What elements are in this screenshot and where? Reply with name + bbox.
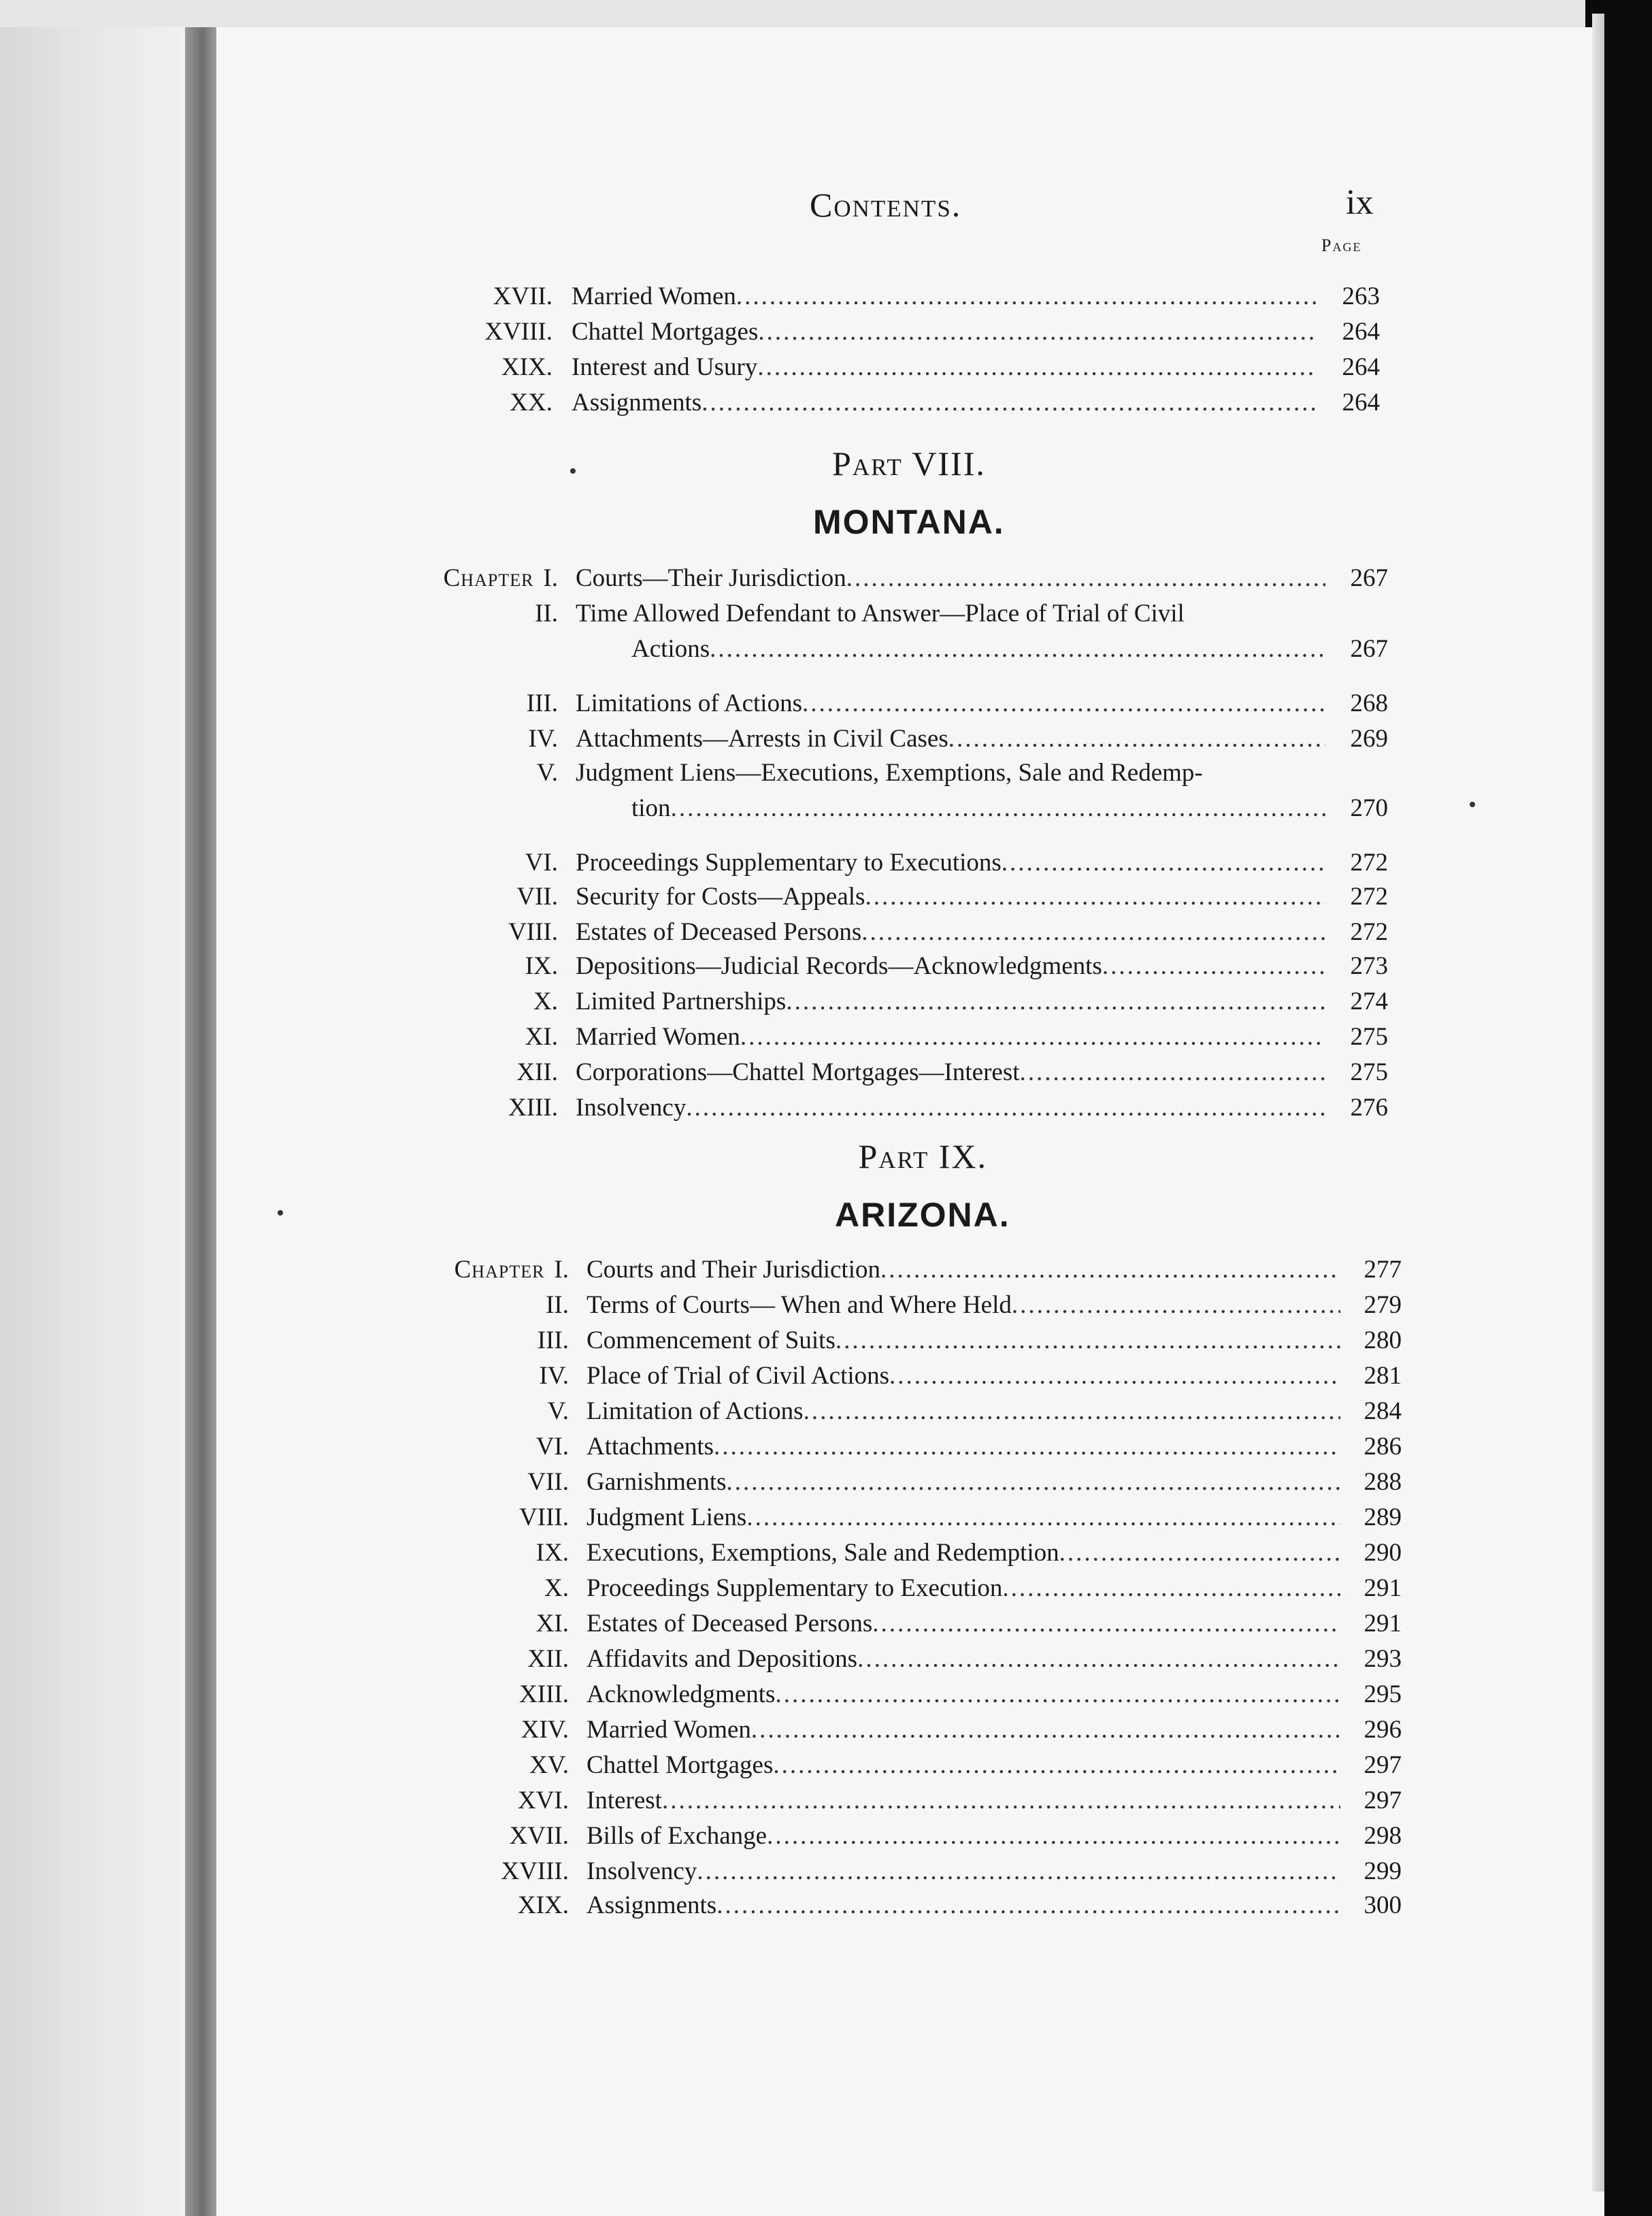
- page-number: 268: [1350, 689, 1388, 717]
- dot-leader: [671, 791, 1325, 826]
- dot-leader: [786, 984, 1325, 1020]
- chapter-title-continuation: [631, 632, 1325, 667]
- toc-entry: [0, 1677, 1652, 1712]
- chapter-number: [516, 879, 558, 915]
- chapter-number: [521, 1712, 569, 1748]
- page-number: 264: [1342, 318, 1380, 346]
- chapter-number: [484, 314, 552, 350]
- toc-entry: [0, 1020, 1652, 1055]
- chapter-numeral: XVII.: [509, 1822, 569, 1850]
- chapter-title-continuation: [631, 791, 1325, 826]
- scan-top-margin: [0, 0, 1585, 27]
- chapter-numeral: VIII.: [519, 1503, 569, 1531]
- toc-entry: [0, 1252, 1652, 1288]
- toc-entry: [0, 915, 1652, 950]
- dot-leader: [865, 879, 1325, 915]
- dot-leader: [889, 1358, 1340, 1394]
- dot-leader: [697, 1854, 1340, 1889]
- chapter-title: [576, 949, 1325, 984]
- page-number: 279: [1364, 1291, 1402, 1319]
- chapter-numeral: XVI.: [517, 1787, 569, 1814]
- page-number: 272: [1350, 883, 1388, 911]
- chapter-number: [508, 915, 558, 950]
- chapter-title-text: Limited Partnerships: [576, 988, 787, 1015]
- chapter-title-text: Terms of Courts— When and Where Held: [587, 1291, 1012, 1319]
- part-heading: Part VIII.: [832, 444, 986, 483]
- chapter-title-text: Executions, Exemptions, Sale and Redemption: [587, 1539, 1059, 1567]
- toc-entry: [0, 879, 1652, 915]
- toc-entry: [0, 1535, 1652, 1571]
- chapter-title: [576, 561, 1325, 596]
- chapter-title-text: Assignments: [572, 389, 702, 417]
- chapter-title-text: Insolvency: [576, 1094, 687, 1122]
- chapter-title-text: Proceedings Supplementary to Executions: [576, 849, 1002, 877]
- chapter-title: [587, 1252, 1340, 1288]
- page-number: 296: [1364, 1716, 1402, 1744]
- chapter-number: [455, 1252, 569, 1288]
- chapter-title-text: Time Allowed Defendant to Answer—Place of Trial of Civil: [576, 600, 1185, 628]
- chapter-number: [533, 984, 558, 1020]
- chapter-title: [587, 1642, 1340, 1677]
- chapter-numeral: I.: [543, 564, 558, 592]
- toc-entry: [0, 1571, 1652, 1606]
- part-heading: Part IX.: [858, 1137, 987, 1175]
- dot-leader: [836, 1323, 1340, 1358]
- toc-entry-continuation: [0, 632, 1652, 667]
- chapter-title-text: Limitation of Actions: [587, 1397, 804, 1425]
- chapter-title-text: Married Women: [587, 1716, 751, 1744]
- chapter-title: [587, 1571, 1340, 1606]
- chapter-numeral: XIII.: [508, 1094, 558, 1122]
- toc-entry: [0, 350, 1652, 385]
- chapter-number: [508, 1090, 558, 1126]
- chapter-numeral: XIX.: [501, 353, 552, 381]
- state-heading: ARIZONA.: [835, 1196, 1010, 1234]
- chapter-numeral: X.: [533, 988, 558, 1015]
- chapter-title: [576, 596, 1325, 632]
- toc-entry: [0, 1055, 1652, 1090]
- chapter-numeral: XX.: [510, 389, 552, 417]
- dot-leader: [804, 1394, 1340, 1429]
- toc-entry: [0, 1888, 1652, 1923]
- chapter-number: [525, 1020, 558, 1055]
- chapter-title-text: Attachments—Arrests in Civil Cases: [576, 725, 948, 753]
- chapter-number: [519, 1500, 569, 1535]
- page-number: 275: [1350, 1058, 1388, 1086]
- chapter-title-text: Interest: [587, 1787, 662, 1814]
- dot-leader: [727, 1465, 1340, 1500]
- chapter-title-text: Courts and Their Jurisdiction: [587, 1256, 880, 1284]
- chapter-numeral: VIII.: [508, 918, 558, 946]
- dot-leader: [872, 1606, 1340, 1642]
- dot-leader: [662, 1783, 1340, 1819]
- toc-entry: [0, 1500, 1652, 1535]
- toc-entry: [0, 949, 1652, 984]
- chapter-title-text: Interest and Usury: [572, 353, 758, 381]
- chapter-title: [587, 1606, 1340, 1642]
- chapter-title: [587, 1888, 1340, 1923]
- dot-leader: [701, 385, 1317, 421]
- chapter-number: [538, 1323, 569, 1358]
- dot-leader: [716, 1888, 1340, 1923]
- chapter-title: [587, 1429, 1340, 1465]
- chapter-title: [576, 755, 1325, 791]
- chapter-title-text: Place of Trial of Civil Actions: [587, 1362, 890, 1390]
- toc-entry: [0, 984, 1652, 1020]
- chapter-title-text: Acknowledgments: [587, 1680, 776, 1708]
- chapter-numeral: XVIII.: [501, 1857, 569, 1885]
- toc-entry: [0, 1606, 1652, 1642]
- chapter-number: [501, 350, 552, 385]
- chapter-number: [510, 1819, 569, 1854]
- chapter-title: [576, 1090, 1325, 1126]
- dot-leader: [1002, 845, 1325, 881]
- toc-entry: [0, 1323, 1652, 1358]
- running-header-page-number: ix: [1346, 183, 1374, 222]
- chapter-title-text: Affidavits and Depositions: [587, 1645, 858, 1673]
- toc-entry: [0, 1819, 1652, 1854]
- chapter-title-continuation-text: Actions: [631, 635, 710, 663]
- chapter-title: [587, 1783, 1340, 1819]
- chapter-number: [525, 949, 558, 984]
- page-number: 263: [1342, 282, 1380, 310]
- speck: [570, 468, 576, 474]
- chapter-number: [528, 721, 558, 757]
- chapter-title: [587, 1288, 1340, 1323]
- page-number: 281: [1364, 1362, 1402, 1390]
- dot-leader: [767, 1819, 1340, 1854]
- chapter-title-text: Corporations—Chattel Mortgages—Interest: [576, 1058, 1020, 1086]
- toc-entry: [0, 721, 1652, 757]
- page-number: 267: [1350, 564, 1388, 592]
- chapter-number: [493, 279, 552, 314]
- dot-leader: [1012, 1288, 1340, 1323]
- page-number: 280: [1364, 1326, 1402, 1354]
- page-number: 276: [1350, 1094, 1388, 1122]
- chapter-number: [527, 1465, 569, 1500]
- page-number: 300: [1364, 1891, 1402, 1919]
- page-number: 284: [1364, 1397, 1402, 1425]
- dot-leader: [880, 1252, 1340, 1288]
- chapter-number: [527, 686, 558, 721]
- chapter-title: [587, 1465, 1340, 1500]
- chapter-numeral: VI.: [535, 1433, 569, 1461]
- page-number: 269: [1350, 725, 1388, 753]
- chapter-numeral: II.: [546, 1291, 569, 1319]
- toc-entry: [0, 686, 1652, 721]
- chapter-number: [518, 1783, 569, 1819]
- toc-entry: [0, 561, 1652, 596]
- chapter-number: [546, 1288, 569, 1323]
- chapter-numeral: XVIII.: [484, 318, 552, 346]
- chapter-number: [537, 755, 558, 791]
- chapter-title: [576, 879, 1325, 915]
- chapter-title-text: Bills of Exchange: [587, 1822, 767, 1850]
- chapter-title-text: Limitations of Actions: [576, 689, 802, 717]
- chapter-numeral: XI.: [525, 1023, 558, 1051]
- page-number: 298: [1364, 1822, 1402, 1850]
- chapter-numeral: V.: [536, 759, 558, 787]
- chapter-label: Chapter: [443, 564, 534, 592]
- chapter-title: [587, 1358, 1340, 1394]
- dot-leader: [1020, 1055, 1325, 1090]
- chapter-numeral: XI.: [535, 1610, 569, 1637]
- chapter-title-text: Depositions—Judicial Records—Acknowledgments: [576, 952, 1102, 980]
- toc-entry: [0, 596, 1652, 632]
- chapter-numeral: VI.: [525, 849, 558, 877]
- chapter-title-text: Married Women: [572, 282, 736, 310]
- page-number: 291: [1364, 1574, 1402, 1602]
- dot-leader: [710, 632, 1325, 667]
- chapter-title: [572, 279, 1317, 314]
- chapter-numeral: XIX.: [517, 1891, 569, 1919]
- toc-entry: [0, 755, 1652, 791]
- chapter-number: [519, 1677, 569, 1712]
- chapter-title: [576, 845, 1325, 881]
- dot-leader: [757, 350, 1317, 385]
- page-number: 264: [1342, 353, 1380, 381]
- page-number: 286: [1364, 1433, 1402, 1461]
- chapter-numeral: XIII.: [519, 1680, 569, 1708]
- chapter-numeral: IV.: [539, 1362, 569, 1390]
- chapter-title: [587, 1748, 1340, 1783]
- page-number: 272: [1350, 849, 1388, 877]
- toc-entry: [0, 1429, 1652, 1465]
- chapter-number: [527, 1642, 569, 1677]
- chapter-title-text: Security for Costs—Appeals: [576, 883, 865, 911]
- chapter-title-text: Attachments: [587, 1433, 714, 1461]
- chapter-numeral: III.: [537, 1326, 569, 1354]
- dot-leader: [802, 686, 1325, 721]
- chapter-title: [587, 1677, 1340, 1712]
- page-number: 297: [1364, 1751, 1402, 1779]
- chapter-title-continuation-text: tion: [631, 794, 671, 822]
- chapter-title-text: Chattel Mortgages: [572, 318, 759, 346]
- chapter-title-text: Garnishments: [587, 1468, 727, 1496]
- dot-leader: [736, 279, 1317, 314]
- chapter-title-text: Married Women: [576, 1023, 740, 1051]
- chapter-title-text: Estates of Deceased Persons: [576, 918, 862, 946]
- chapter-title: [572, 350, 1317, 385]
- chapter-label: Chapter: [454, 1256, 545, 1284]
- chapter-title: [587, 1535, 1340, 1571]
- chapter-title-text: Insolvency: [587, 1857, 697, 1885]
- dot-leader: [740, 1020, 1325, 1055]
- toc-entry: [0, 1394, 1652, 1429]
- toc-entry: [0, 1090, 1652, 1126]
- chapter-numeral: XVII.: [493, 282, 552, 310]
- chapter-title-text: Judgment Liens: [587, 1503, 747, 1531]
- dot-leader: [861, 915, 1325, 950]
- chapter-title-text: Courts—Their Jurisdiction: [576, 564, 846, 592]
- page-number: 291: [1364, 1610, 1402, 1637]
- chapter-numeral: VII.: [516, 883, 558, 911]
- page-number: 272: [1350, 918, 1388, 946]
- chapter-title-text: Chattel Mortgages: [587, 1751, 774, 1779]
- toc-entry: [0, 314, 1652, 350]
- speck: [278, 1210, 283, 1216]
- dot-leader: [857, 1642, 1340, 1677]
- chapter-title: [587, 1712, 1340, 1748]
- toc-entry: [0, 1748, 1652, 1783]
- page-number: 274: [1350, 988, 1388, 1015]
- dot-leader: [775, 1677, 1340, 1712]
- chapter-numeral: I.: [554, 1256, 569, 1284]
- chapter-title-text: Commencement of Suits: [587, 1326, 836, 1354]
- toc-entry: [0, 279, 1652, 314]
- chapter-title: [587, 1819, 1340, 1854]
- page-number: 299: [1364, 1857, 1402, 1885]
- chapter-number: [529, 1748, 569, 1783]
- dot-leader: [1102, 949, 1325, 984]
- dot-leader: [846, 561, 1325, 596]
- chapter-title: [576, 1055, 1325, 1090]
- state-heading: MONTANA.: [813, 503, 1005, 541]
- toc-entry: [0, 1854, 1652, 1889]
- page-number: 288: [1364, 1468, 1402, 1496]
- page-number: 297: [1364, 1787, 1402, 1814]
- page-number: 273: [1350, 952, 1388, 980]
- chapter-numeral: XV.: [529, 1751, 569, 1779]
- page-number: 293: [1364, 1645, 1402, 1673]
- dot-leader: [773, 1748, 1340, 1783]
- dot-leader: [714, 1429, 1340, 1465]
- chapter-title: [587, 1500, 1340, 1535]
- chapter-title: [587, 1394, 1340, 1429]
- toc-entry: [0, 1783, 1652, 1819]
- page-number: 270: [1350, 794, 1388, 822]
- dot-leader: [758, 314, 1317, 350]
- chapter-title: [587, 1323, 1340, 1358]
- dot-leader: [1059, 1535, 1340, 1571]
- dot-leader: [686, 1090, 1325, 1126]
- chapter-title-text: Assignments: [587, 1891, 717, 1919]
- chapter-title: [572, 314, 1317, 350]
- chapter-number: [535, 596, 558, 632]
- toc-entry: [0, 845, 1652, 881]
- chapter-number: [536, 1606, 569, 1642]
- chapter-number: [516, 1055, 558, 1090]
- page-column-label: Page: [1321, 235, 1362, 255]
- toc-entry: [0, 385, 1652, 421]
- chapter-title: [587, 1854, 1340, 1889]
- chapter-number: [444, 561, 558, 596]
- toc-entry: [0, 1465, 1652, 1500]
- chapter-number: [544, 1571, 569, 1606]
- page-number: 275: [1350, 1023, 1388, 1051]
- chapter-title: [576, 1020, 1325, 1055]
- chapter-number: [539, 1358, 569, 1394]
- chapter-numeral: XIV.: [521, 1716, 569, 1744]
- dot-leader: [746, 1500, 1340, 1535]
- chapter-number: [536, 1429, 569, 1465]
- chapter-title-text: Judgment Liens—Executions, Exemptions, Sale and Redemp-: [576, 759, 1203, 787]
- chapter-numeral: III.: [526, 689, 558, 717]
- page-number: 267: [1350, 635, 1388, 663]
- toc-entry: [0, 1712, 1652, 1748]
- chapter-title: [572, 385, 1317, 421]
- chapter-title: [576, 721, 1325, 757]
- chapter-numeral: X.: [544, 1574, 569, 1602]
- chapter-number: [510, 385, 552, 421]
- toc-entry: [0, 1288, 1652, 1323]
- chapter-numeral: IX.: [525, 952, 558, 980]
- chapter-number: [501, 1854, 569, 1889]
- running-header-title: Contents.: [810, 186, 962, 224]
- chapter-title: [576, 915, 1325, 950]
- chapter-numeral: IV.: [528, 725, 558, 753]
- page-number: 295: [1364, 1680, 1402, 1708]
- toc-entry: [0, 1642, 1652, 1677]
- chapter-numeral: XII.: [527, 1645, 569, 1673]
- chapter-number: [548, 1394, 569, 1429]
- chapter-number: [536, 1535, 569, 1571]
- chapter-numeral: II.: [535, 600, 558, 628]
- chapter-title: [576, 984, 1325, 1020]
- dot-leader: [751, 1712, 1340, 1748]
- chapter-title-text: Proceedings Supplementary to Execution: [587, 1574, 1003, 1602]
- toc-entry-continuation: [0, 791, 1652, 826]
- page-number: 264: [1342, 389, 1380, 417]
- dot-leader: [948, 721, 1325, 757]
- chapter-number: [525, 845, 558, 881]
- chapter-numeral: IX.: [535, 1539, 569, 1567]
- chapter-title-text: Estates of Deceased Persons: [587, 1610, 873, 1637]
- toc-entry: [0, 1358, 1652, 1394]
- page-number: 290: [1364, 1539, 1402, 1567]
- dot-leader: [1002, 1571, 1340, 1606]
- chapter-numeral: V.: [547, 1397, 569, 1425]
- chapter-title: [576, 686, 1325, 721]
- page-number: 277: [1364, 1256, 1402, 1284]
- chapter-numeral: VII.: [527, 1468, 569, 1496]
- page-number: 289: [1364, 1503, 1402, 1531]
- chapter-numeral: XII.: [516, 1058, 558, 1086]
- chapter-number: [518, 1888, 569, 1923]
